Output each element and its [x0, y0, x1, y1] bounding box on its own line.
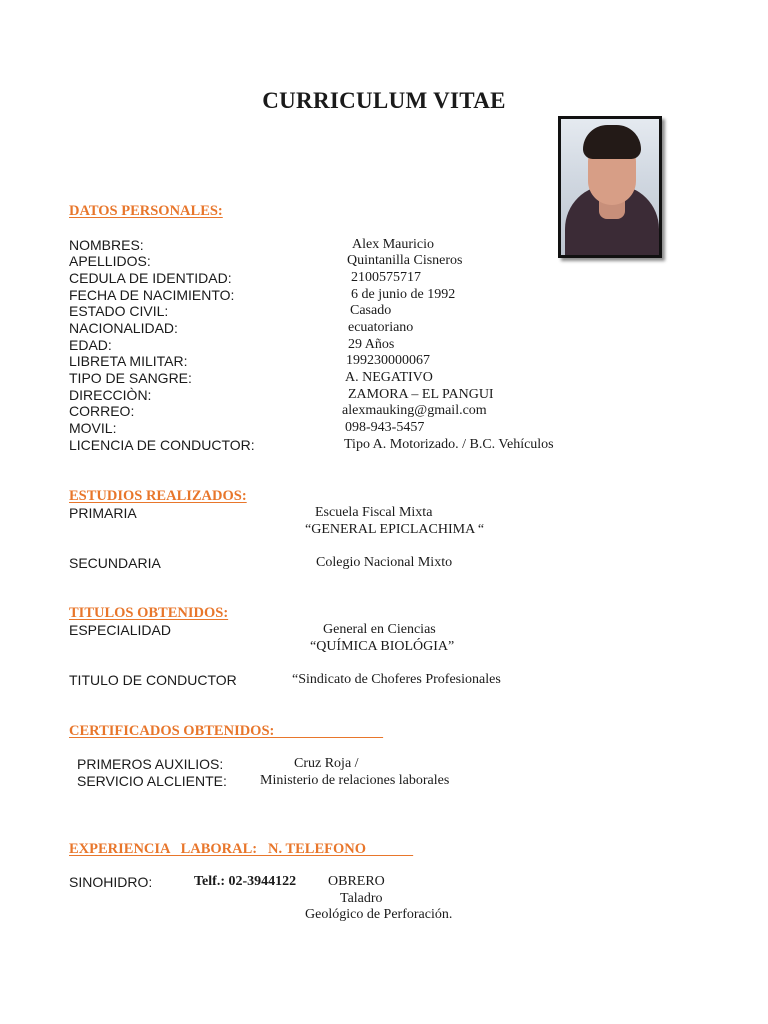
- value-job-role-line-3: Geológico de Perforación.: [305, 907, 453, 922]
- document-title: CURRICULUM VITAE: [262, 88, 506, 113]
- section-personal-data: DATOS PERSONALES:: [69, 203, 223, 219]
- label-birth-date: FECHA DE NACIMIENTO:: [69, 287, 235, 303]
- value-email: alexmauking@gmail.com: [342, 403, 487, 418]
- photo-hair-shape: [583, 125, 641, 159]
- section-studies: ESTUDIOS REALIZADOS:: [69, 488, 247, 504]
- label-secondary: SECUNDARIA: [69, 555, 161, 571]
- section-certificates: CERTIFICADOS OBTENIDOS:: [69, 723, 384, 739]
- value-birth-date: 6 de junio de 1992: [351, 287, 456, 302]
- value-military-id: 199230000067: [346, 353, 430, 368]
- value-names: Alex Mauricio: [352, 237, 435, 252]
- section-titles: TITULOS OBTENIDOS:: [69, 605, 229, 621]
- value-first-aid: Cruz Roja /: [294, 756, 359, 771]
- value-specialty-name: “QUÍMICA BIOLÓGIA”: [310, 639, 455, 654]
- value-mobile: 098-943-5457: [345, 420, 425, 435]
- label-nationality: NACIONALIDAD:: [69, 320, 178, 336]
- value-driver-license: Tipo A. Motorizado. / B.C. Vehículos: [344, 437, 554, 452]
- value-surnames: Quintanilla Cisneros: [347, 253, 463, 268]
- label-civil-status: ESTADO CIVIL:: [69, 303, 169, 319]
- value-driver-title: “Sindicato de Choferes Profesionales: [292, 672, 501, 687]
- label-id-card: CEDULA DE IDENTIDAD:: [69, 270, 232, 286]
- label-names: NOMBRES:: [69, 237, 144, 253]
- value-primary-school-name: “GENERAL EPICLACHIMA “: [305, 522, 485, 537]
- label-driver-title: TITULO DE CONDUCTOR: [69, 672, 237, 688]
- label-first-aid: PRIMEROS AUXILIOS:: [77, 756, 224, 772]
- value-id-card: 2100575717: [351, 270, 421, 285]
- label-blood-type: TIPO DE SANGRE:: [69, 370, 192, 386]
- label-specialty: ESPECIALIDAD: [69, 622, 171, 638]
- section-experience: EXPERIENCIA LABORAL: N. TELEFONO: [69, 841, 414, 857]
- label-military-id: LIBRETA MILITAR:: [69, 353, 188, 369]
- label-primary: PRIMARIA: [69, 505, 137, 521]
- value-job-role: OBRERO: [328, 874, 385, 889]
- value-primary-school: Escuela Fiscal Mixta: [315, 505, 433, 520]
- label-email: CORREO:: [69, 403, 135, 419]
- value-customer-service: Ministerio de relaciones laborales: [260, 773, 450, 788]
- value-company-phone: Telf.: 02-3944122: [194, 874, 297, 889]
- label-company: SINOHIDRO:: [69, 874, 153, 890]
- value-civil-status: Casado: [350, 303, 392, 318]
- label-surnames: APELLIDOS:: [69, 253, 151, 269]
- value-specialty: General en Ciencias: [323, 622, 436, 637]
- label-driver-license: LICENCIA DE CONDUCTOR:: [69, 437, 255, 453]
- label-age: EDAD:: [69, 337, 112, 353]
- label-customer-service: SERVICIO ALCLIENTE:: [77, 773, 227, 789]
- value-blood-type: A. NEGATIVO: [345, 370, 433, 385]
- value-age: 29 Años: [348, 337, 395, 352]
- label-mobile: MOVIL:: [69, 420, 117, 436]
- label-address: DIRECCIÒN:: [69, 387, 152, 403]
- value-secondary-school: Colegio Nacional Mixto: [316, 555, 453, 570]
- profile-photo: [558, 116, 662, 258]
- value-nationality: ecuatoriano: [348, 320, 414, 335]
- value-address: ZAMORA – EL PANGUI: [348, 387, 494, 402]
- value-job-role-line-2: Taladro: [340, 891, 383, 906]
